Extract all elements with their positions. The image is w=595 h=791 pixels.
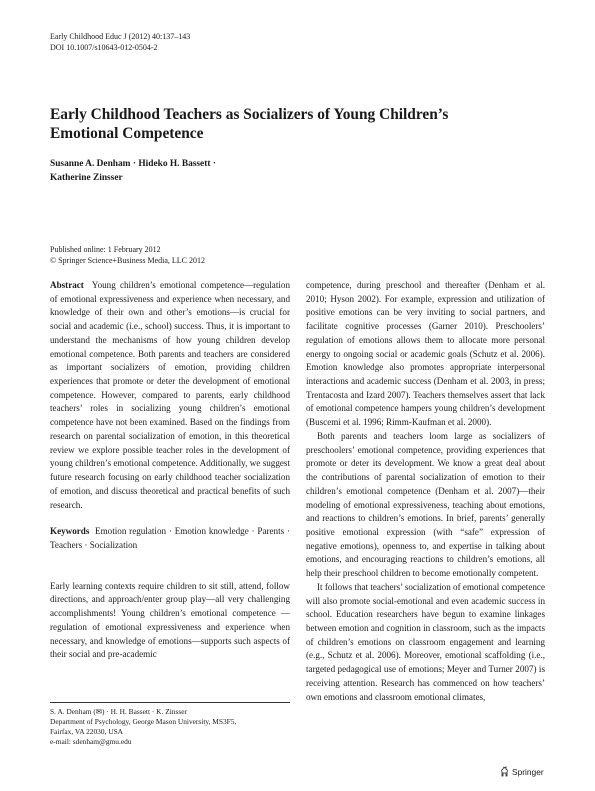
footnote-authors: S. A. Denham (✉) · H. H. Bassett · K. Zinsser — [50, 707, 187, 716]
footnote-department: Department of Psychology, George Mason University, MS3F5, — [50, 717, 237, 726]
body-paragraph: It follows that teachers’ socialization of emotional competence will also promote social-emotional and even academic success in school. Education researchers have begun to examine linkages between emotion and cognition in classroom, such as the impacts of children’s emotions on classroom engagement and learning (e.g., Schutz et al. 2006). Moreover, emotional scaffolding (i.e., targeted pedagogical use of emotions; Meyer and Turner 2007) is receiving attention. Research has commenced on how teachers’ own emotions and classroom emotional climates, — [306, 581, 545, 702]
publisher-name: Springer — [512, 766, 544, 777]
published-date: Published online: 1 February 2012 — [50, 245, 161, 254]
copyright: © Springer Science+Business Media, LLC 2012 — [50, 256, 206, 265]
journal-citation: Early Childhood Educ J (2012) 40:137–143 — [50, 32, 191, 41]
article-title: Early Childhood Teachers as Socializers of Young Children’s Emotional Competence — [50, 106, 449, 142]
body-paragraph: Both parents and teachers loom large as socializers of preschoolers’ emotional competence, providing experiences that promote or deter its development. We know a great deal about the contributions of parental socialization of emotion to their children’s emotional competence (Denham et al. 2007)—their modeling of emotional expressiveness, teaching about emotions, and reactions to children’s emotions. In brief, parents’ generally positive emotional expression (with “safe” expression of negative emotions), openness to, and expertise in talking about emotions, and encouraging reactions to children’s emotions, all help their preschool children to become emotionally competent. — [306, 430, 545, 579]
keywords — [50, 525, 290, 552]
footnote-address: Fairfax, VA 22030, USA — [50, 727, 124, 736]
author-name: Katherine Zinsser — [50, 173, 123, 183]
keywords-text: Emotion regulation · Emotion knowledge · Parents · Teachers · Socialization — [50, 526, 291, 550]
intro-paragraph: Early learning contexts require children to sit still, attend, follow directions, and approach/enter group play—all very challenging accomplishments! Young children’s emotional competence —regulation of emotional expressiveness and experience when necessary, and knowledge of emotions—supports such aspects of their social and pre-academic — [50, 580, 290, 660]
abstract-label: Abstract — [50, 280, 84, 290]
author-name: Susanne A. Denham — [50, 159, 131, 169]
publisher-logo — [500, 766, 544, 777]
abstract — [50, 279, 290, 512]
springer-horse-icon — [500, 766, 509, 777]
right-column — [306, 279, 545, 704]
journal-header — [50, 31, 190, 53]
author-name: Hideko H. Bassett — [138, 159, 211, 169]
body-paragraph: competence, during preschool and thereafter (Denham et al. 2010; Hyson 2002). For example, expression and utilization of positive emotions can be very inviting to social partners, and facilitate cognitive processes (Garner 2010). Preschoolers’ regulation of emotions allows them to allocate more personal energy to ongoing social or academic goals (Schutz et al. 2006). Emotion knowledge also promotes appropriate interpersonal interactions and academic success (Denham et al. 2003, in press; Trentacosta and Izard 2007). Teachers themselves assert that lack of emotional competence hampers young children’s development (Buscemi et al. 1996; Rimm-Kaufman et al. 2000). — [306, 280, 545, 428]
keywords-label: Keywords — [50, 526, 90, 537]
publication-info — [50, 244, 205, 266]
abstract-text: Young children’s emotional competence—regulation of emotional expressiveness and experience when necessary, and knowledge of their own and other’s emotions—is crucial for social and academic (i.e., school) success. Thus, it is important to understand the mechanisms of how young children develop emotional competence. Both parents and teachers are considered as important socializers of emotion, providing children experiences that promote or deter the development of emotional competence. However, compared to parents, early childhood teachers’ roles in socializing young children’s emotional competence have not been examined. Based on the findings from research on parental socialization of emotion, in this theoretical review we explore possible teacher roles in the development of young children’s emotional competence. Additionally, we suggest future research focusing on early childhood teacher socialization of emotion, and discuss theoretical and practical benefits of such research. — [50, 280, 290, 510]
doi: DOI 10.1007/s10643-012-0504-2 — [50, 43, 158, 52]
author-footnote — [50, 702, 290, 747]
footnote-email: e-mail: sdenham@gmu.edu — [50, 737, 132, 746]
author-list: Susanne A. Denham · Hideko H. Bassett · Katherine Zinsser — [50, 159, 216, 183]
left-column — [50, 279, 290, 662]
